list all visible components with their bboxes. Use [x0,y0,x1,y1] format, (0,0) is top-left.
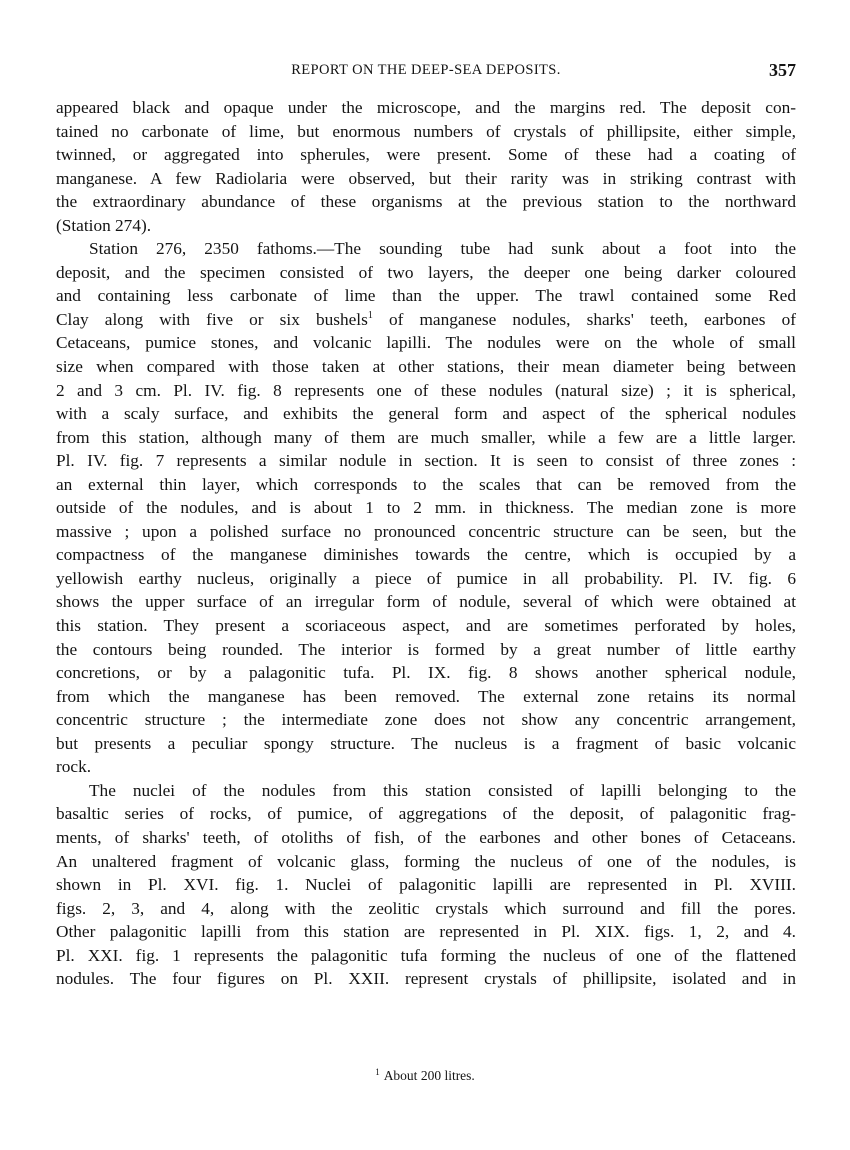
page-number: 357 [769,60,796,80]
footnote-text: About 200 litres. [383,1068,475,1083]
text-line: from this station, although many of them are much smaller, while a few are a little larger. [56,427,796,447]
footnote-mark: 1 [375,1066,380,1077]
text-line: (Station 274). [56,215,152,235]
footnote-reference: 1 [367,310,373,322]
text-line: outside of the nodules, and is about 1 to 2 mm. in thickness. The median zone is more [56,498,796,518]
text-line: nodules. The four figures on Pl. XXII. represent crystals of phillipsite, isolated and in [56,969,796,989]
text-line: size when compared with those taken at other stations, their mean diameter being between [56,357,796,377]
text-line: concentric structure ; the intermediate zone does not show any concentric arrangement, [56,710,796,730]
text-line: Other palagonitic lapilli from this station are represented in Pl. XIX. figs. 1, 2, and 4. [56,922,796,942]
text-line: the extraordinary abundance of these organisms at the previous station to the northward [56,192,796,212]
text-line: yellowish earthy nucleus, originally a piece of pumice in all probability. Pl. IV. fig. 6 [56,568,796,588]
text-segment: Clay along with five or six bushels [56,309,368,329]
text-line: the contours being rounded. The interior is formed by a great number of little earthy [56,639,796,659]
text-line: The nuclei of the nodules from this station consisted of lapilli belonging to the [89,780,796,800]
text-line: but presents a peculiar spongy structure. The nucleus is a fragment of basic volcanic [56,733,796,753]
text-line: deposit, and the specimen consisted of two layers, the deeper one being darker coloured [56,262,796,282]
text-line: Pl. XXI. fig. 1 represents the palagonitic tufa forming the nucleus of one of the flattened [56,945,796,965]
text-line: 2 and 3 cm. Pl. IV. fig. 8 represents one of these nodules (natural size) ; it is spherical, [56,380,796,400]
text-line: An unaltered fragment of volcanic glass, forming the nucleus of one of the nodules, is [56,851,796,871]
text-line: Pl. IV. fig. 7 represents a similar nodule in section. It is seen to consist of three zones : [56,451,796,471]
text-line: from which the manganese has been removed. The external zone retains its normal [56,686,796,706]
text-line: massive ; upon a polished surface no pronounced concentric structure can be seen, but the [56,521,796,541]
text-line: basaltic series of rocks, of pumice, of aggregations of the deposit, of palagonitic frag- [56,804,796,824]
footnote [0,1068,850,1084]
text-line: Station 276, 2350 fathoms.—The sounding tube had sunk about a foot into the [89,239,796,259]
text-line: twinned, or aggregated into spherules, were present. Some of these had a coating of [56,145,796,165]
text-line: rock. [56,757,92,777]
text-line: shown in Pl. XVI. fig. 1. Nuclei of palagonitic lapilli are represented in Pl. XVIII. [56,875,796,895]
running-header [56,62,796,86]
body-text [56,96,796,991]
text-segment: of manganese nodules, sharks' teeth, earbones of [372,309,796,329]
text-line: this station. They present a scoriaceous aspect, and are sometimes perforated by holes, [56,616,796,636]
text-line: appeared black and opaque under the microscope, and the margins red. The deposit con- [56,98,796,117]
text-line: tained no carbonate of lime, but enormous numbers of crystals of phillipsite, either simple, [56,121,796,141]
text-line: shows the upper surface of an irregular form of nodule, several of which were obtained at [56,592,796,612]
text-line: and containing less carbonate of lime than the upper. The trawl contained some Red [56,286,796,306]
text-line: with a scaly surface, and exhibits the general form and aspect of the spherical nodules [56,404,796,424]
running-title: REPORT ON THE DEEP-SEA DEPOSITS. [291,62,561,78]
text-line: figs. 2, 3, and 4, along with the zeolitic crystals which surround and fill the pores. [56,898,796,918]
text-line: an external thin layer, which corresponds to the scales that can be removed from the [56,474,796,494]
text-line: manganese. A few Radiolaria were observed, but their rarity was in striking contrast with [56,168,796,188]
text-line: compactness of the manganese diminishes towards the centre, which is occupied by a [56,545,796,565]
text-line: concretions, or by a palagonitic tufa. Pl. IX. fig. 8 shows another spherical nodule, [56,663,796,683]
text-line: Cetaceans, pumice stones, and volcanic lapilli. The nodules were on the whole of small [56,333,796,353]
text-line-with-footnote-ref [56,308,796,332]
text-line: ments, of sharks' teeth, of otoliths of fish, of the earbones and other bones of Cetaceans. [56,827,796,847]
